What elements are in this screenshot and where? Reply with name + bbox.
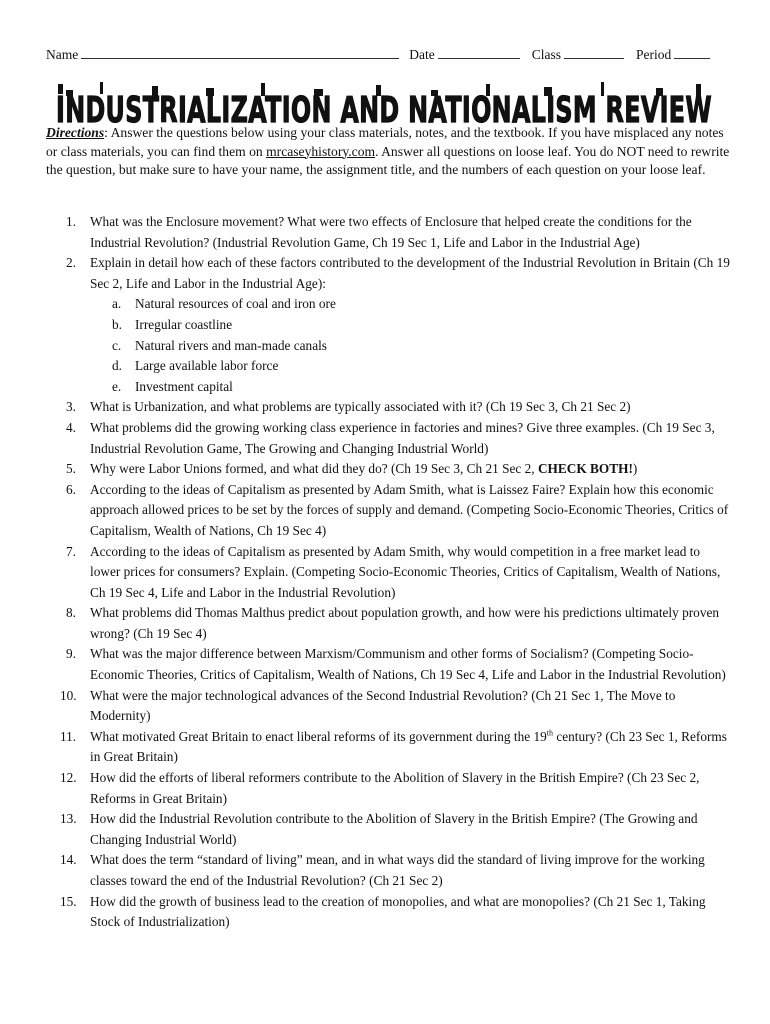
question-number: 13. (60, 811, 77, 827)
factor-item (90, 356, 730, 377)
question-item (46, 212, 730, 253)
factor-text: Investment capital (135, 378, 233, 394)
factor-letter: d. (112, 358, 122, 374)
period-blank (674, 47, 710, 59)
question-text: What were the major technological advances of the Second Industrial Revolution? (Ch 21 Sec 1, The Move to Modernity) (90, 687, 676, 724)
question-text: What problems did Thomas Malthus predict about population growth, and how were his predictions ultimately proven wrong? (Ch 19 Sec 4) (90, 605, 720, 641)
question-text: What was the Enclosure movement? What were two effects of Enclosure that helped create the conditions for the Industrial Revolution? (Industrial Revolution Game, Ch 19 Sec 1, Life and Labor in the Industrial Age) (90, 214, 692, 250)
question-text: How did the Industrial Revolution contribute to the Abolition of Slavery in the British Empire? (The Growing and Changing Industrial World) (90, 811, 698, 847)
question-text: How did the growth of business lead to the creation of monopolies, and what are monopolies? (Ch 21 Sec 1, Taking Stock of Industrialization) (90, 893, 706, 930)
question-text: What does the term “standard of living” mean, and in what ways did the standard of living improve for the working classes toward the end of the Industrial Revolution? (Ch 21 Sec 2) (90, 852, 705, 888)
question-list (46, 212, 730, 933)
question-text: According to the ideas of Capitalism as presented by Adam Smith, why would competition in a free market lead to lower prices for consumers? Explain. (Competing Socio-Economic Theories, Critics of Capitalism, Wealth of Nations, Ch 19 Sec 4, Life and Labor in the Industrial Revolution) (90, 543, 721, 600)
name-blank (81, 47, 399, 59)
class-field (532, 47, 624, 63)
question-item (46, 397, 730, 418)
factor-list (90, 294, 730, 397)
skyline-title-graphic (56, 82, 716, 128)
directions-paragraph (46, 124, 730, 180)
question-item (46, 418, 730, 459)
question-number: 11. (60, 728, 77, 744)
date-field (409, 47, 519, 63)
question-text: According to the ideas of Capitalism as presented by Adam Smith, what is Laissez Faire? Explain how this economic approach allowed prices to be set by the forces of supply and demand. (Competing Socio-Economic Theories, Critics of Capitalism, Wealth of Nations, Ch 19 Sec 4) (90, 481, 729, 538)
question-number: 6. (66, 481, 76, 497)
question-number: 1. (66, 214, 76, 229)
check-both-emphasis: CHECK BOTH! (537, 461, 633, 477)
factor-letter: c. (112, 337, 122, 353)
question-item (46, 459, 730, 480)
period-label: Period (635, 47, 672, 62)
question-item (46, 603, 730, 644)
date-blank (438, 47, 520, 59)
question-item (46, 644, 730, 685)
directions-text-2: . Answer all questions on loose leaf. You do NOT need to rewrite the question, but make sure to have your name, the assignment title, and the numbers of each question on your loose leaf. (46, 143, 730, 178)
question-number: 2. (66, 255, 76, 271)
question-text: Why were Labor Unions formed, and what did they do? (Ch 19 Sec 3, Ch 21 Sec 2, (90, 461, 538, 477)
factor-text: Natural resources of coal and iron ore (135, 296, 336, 312)
question-item (46, 686, 730, 727)
question-number: 7. (66, 543, 76, 559)
name-field (46, 47, 399, 63)
question-number: 14. (60, 852, 77, 868)
question-number: 15. (60, 893, 77, 909)
factor-item (90, 377, 730, 398)
question-text-end: century? (Ch 23 Sec 1, Reforms in Great Britain) (90, 728, 727, 765)
class-blank (564, 47, 624, 59)
question-number: 12. (60, 770, 77, 786)
question-item (46, 768, 730, 809)
date-label: Date (409, 47, 435, 62)
question-item (46, 542, 730, 604)
question-number: 10. (60, 687, 77, 703)
factor-item (90, 294, 730, 315)
question-item (46, 253, 730, 397)
question-text: Explain in detail how each of these factors contributed to the development of the Industrial Revolution in Britain (Ch 19 Sec 2, Life and Labor in the Industrial Age): (90, 255, 730, 291)
period-field (636, 47, 710, 63)
directions-text-1: : Answer the questions below using your class materials, notes, and the textbook. If you have misplaced any notes or class materials, you can find them on (46, 125, 724, 159)
factor-item (90, 315, 730, 336)
question-text: What was the major difference between Marxism/Communism and other forms of Socialism? (Competing Socio-Economic Theories, Critics of Capitalism, Wealth of Nations, Ch 19 Sec 4, Life and Labor in the Industrial Revolution) (90, 646, 726, 683)
factor-text: Irregular coastline (135, 316, 233, 332)
question-item (46, 892, 730, 933)
factor-text: Large available labor force (135, 358, 279, 374)
question-number: 3. (66, 399, 76, 415)
directions-label: Directions (46, 125, 105, 140)
question-text: How did the efforts of liberal reformers contribute to the Abolition of Slavery in the British Empire? (Ch 23 Sec 2, Reforms in Great Britain) (90, 770, 700, 806)
question-number: 4. (66, 419, 76, 435)
student-info-header (46, 47, 726, 63)
question-item (46, 727, 730, 768)
name-label: Name (46, 47, 79, 62)
question-item (46, 809, 730, 850)
question-number: 9. (66, 646, 76, 662)
class-label: Class (531, 47, 561, 62)
question-text: What is Urbanization, and what problems are typically associated with it? (Ch 19 Sec 3, Ch 21 Sec 2) (90, 399, 631, 415)
question-text: What problems did the growing working class experience in factories and mines? Give three examples. (Ch 19 Sec 3, Industrial Revolution Game, The Growing and Changing Industrial World) (90, 419, 715, 456)
factor-letter: b. (112, 316, 122, 332)
website-link[interactable]: mrcaseyhistory.com (266, 143, 376, 159)
factor-item (90, 336, 730, 357)
worksheet-title (56, 82, 716, 128)
factor-letter: a. (112, 296, 122, 312)
question-number: 8. (66, 605, 76, 621)
ordinal-superscript: th (546, 728, 553, 738)
title-text: INDUSTRIALIZATION AND NATIONALISM REVIEW (56, 90, 712, 128)
question-text-end: ) (632, 461, 638, 477)
question-item (46, 480, 730, 542)
question-number: 5. (66, 461, 76, 477)
factor-text: Natural rivers and man-made canals (135, 337, 327, 353)
factor-letter: e. (112, 378, 122, 394)
question-item (46, 850, 730, 891)
question-text: What motivated Great Britain to enact liberal reforms of its government during the 19 (90, 728, 547, 744)
